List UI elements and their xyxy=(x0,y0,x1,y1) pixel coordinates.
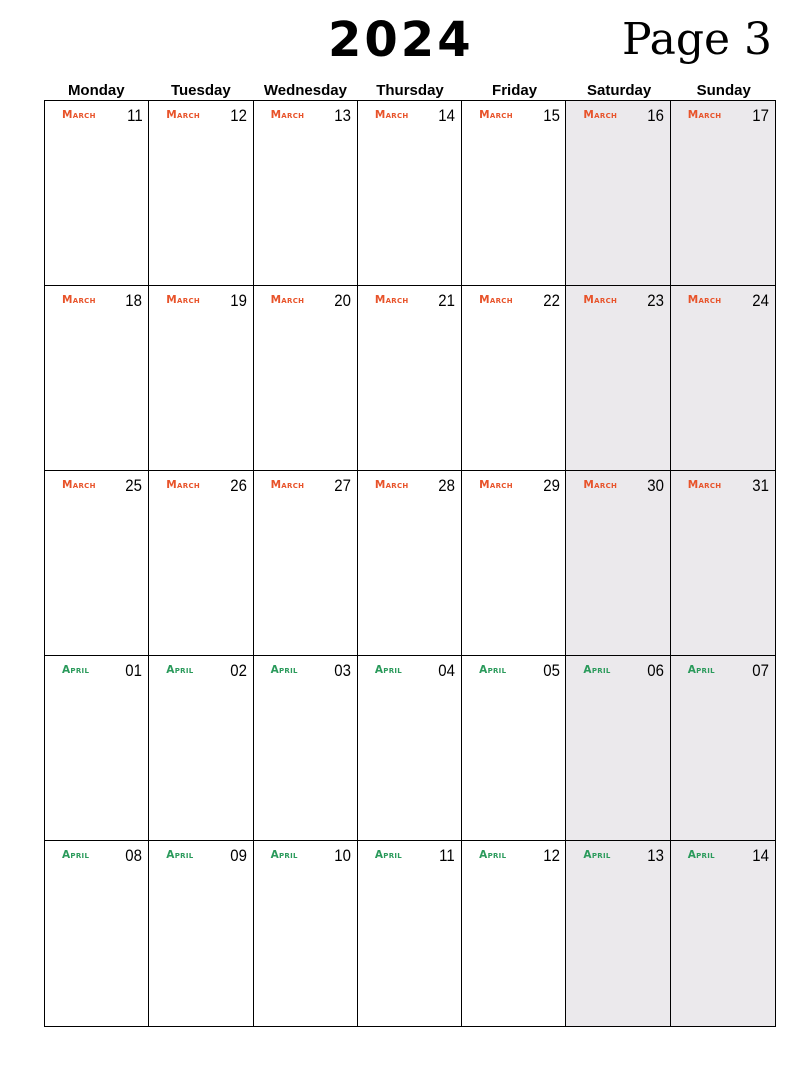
day-cell[interactable] xyxy=(462,286,566,471)
month-label: April xyxy=(687,849,715,861)
month-label: April xyxy=(583,849,611,861)
month-label: March xyxy=(479,294,513,306)
day-number: 12 xyxy=(229,106,247,125)
day-cell[interactable] xyxy=(45,656,149,841)
calendar-grid xyxy=(44,100,776,1027)
month-label: April xyxy=(166,664,194,676)
month-label: April xyxy=(479,849,507,861)
day-number: 01 xyxy=(125,661,143,680)
day-cell[interactable] xyxy=(671,286,775,471)
day-cell[interactable] xyxy=(358,656,462,841)
month-label: March xyxy=(166,294,201,306)
day-number: 14 xyxy=(438,106,456,125)
month-label: April xyxy=(62,664,90,676)
day-cell[interactable] xyxy=(671,101,775,286)
day-cell[interactable] xyxy=(254,471,358,656)
day-cell[interactable] xyxy=(566,656,670,841)
day-number: 15 xyxy=(542,106,560,125)
day-number: 16 xyxy=(647,106,664,125)
month-label: March xyxy=(270,294,305,306)
day-cell[interactable] xyxy=(149,841,253,1026)
month-label: March xyxy=(687,109,722,121)
day-cell[interactable] xyxy=(254,841,358,1026)
day-number: 28 xyxy=(438,476,456,495)
day-cell[interactable] xyxy=(254,101,358,286)
day-cell[interactable] xyxy=(149,286,253,471)
day-cell[interactable] xyxy=(149,656,253,841)
day-cell[interactable] xyxy=(149,101,253,286)
month-label: March xyxy=(479,109,513,121)
weekday-wednesday: Wednesday xyxy=(263,82,347,99)
weekday-monday: Monday xyxy=(67,82,125,99)
day-cell[interactable] xyxy=(462,656,566,841)
day-number: 27 xyxy=(334,476,351,495)
month-label: March xyxy=(62,109,96,121)
day-number: 05 xyxy=(542,661,560,680)
weekday-header-row xyxy=(44,80,776,102)
month-label: April xyxy=(270,849,298,861)
day-number: 02 xyxy=(229,661,247,680)
month-label: April xyxy=(270,664,298,676)
day-number: 29 xyxy=(542,476,560,495)
month-label: March xyxy=(583,479,618,491)
day-number: 24 xyxy=(752,291,769,310)
month-label: April xyxy=(687,664,715,676)
weekday-saturday: Saturday xyxy=(587,82,652,99)
day-cell[interactable] xyxy=(671,471,775,656)
day-number: 13 xyxy=(647,846,664,865)
month-label: March xyxy=(479,479,513,491)
page-number: Page 3 xyxy=(622,14,773,65)
day-cell[interactable] xyxy=(566,101,670,286)
weekday-tuesday: Tuesday xyxy=(170,82,231,99)
day-cell[interactable] xyxy=(462,101,566,286)
day-number: 18 xyxy=(125,291,143,310)
day-cell[interactable] xyxy=(254,286,358,471)
day-number: 06 xyxy=(647,661,664,680)
day-cell[interactable] xyxy=(671,656,775,841)
day-cell[interactable] xyxy=(45,101,149,286)
month-label: March xyxy=(270,109,305,121)
day-number: 11 xyxy=(126,106,143,125)
day-number: 07 xyxy=(752,661,769,680)
month-label: March xyxy=(374,479,409,491)
day-number: 11 xyxy=(439,846,456,865)
day-cell[interactable] xyxy=(566,841,670,1026)
day-number: 04 xyxy=(438,661,456,680)
day-cell[interactable] xyxy=(566,471,670,656)
day-number: 20 xyxy=(334,291,351,310)
month-label: March xyxy=(374,294,409,306)
month-label: March xyxy=(583,109,618,121)
day-cell[interactable] xyxy=(358,841,462,1026)
day-number: 22 xyxy=(542,291,560,310)
day-number: 17 xyxy=(752,106,769,125)
day-number: 23 xyxy=(647,291,664,310)
weekday-thursday: Thursday xyxy=(376,82,444,99)
day-number: 25 xyxy=(125,476,143,495)
day-number: 14 xyxy=(752,846,769,865)
year-title: 2024 xyxy=(328,12,474,68)
day-number: 31 xyxy=(752,476,769,495)
day-number: 12 xyxy=(542,846,560,865)
day-cell[interactable] xyxy=(358,471,462,656)
month-label: April xyxy=(583,664,611,676)
day-cell[interactable] xyxy=(45,286,149,471)
month-label: March xyxy=(374,109,409,121)
day-cell[interactable] xyxy=(566,286,670,471)
weekday-friday: Friday xyxy=(492,82,538,99)
day-number: 19 xyxy=(229,291,247,310)
day-cell[interactable] xyxy=(358,286,462,471)
month-label: April xyxy=(62,849,90,861)
day-number: 30 xyxy=(647,476,664,495)
day-number: 09 xyxy=(229,846,247,865)
month-label: March xyxy=(583,294,618,306)
weekday-sunday: Sunday xyxy=(696,82,751,99)
month-label: March xyxy=(687,479,722,491)
day-number: 08 xyxy=(125,846,143,865)
day-cell[interactable] xyxy=(149,471,253,656)
month-label: March xyxy=(62,294,96,306)
day-number: 03 xyxy=(334,661,351,680)
day-cell[interactable] xyxy=(462,471,566,656)
month-label: March xyxy=(687,294,722,306)
month-label: March xyxy=(62,479,96,491)
month-label: April xyxy=(166,849,194,861)
month-label: March xyxy=(270,479,305,491)
day-cell[interactable] xyxy=(671,841,775,1026)
day-cell[interactable] xyxy=(358,101,462,286)
day-number: 21 xyxy=(438,291,456,310)
day-number: 10 xyxy=(334,846,351,865)
day-cell[interactable] xyxy=(45,471,149,656)
day-cell[interactable] xyxy=(254,656,358,841)
day-cell[interactable] xyxy=(462,841,566,1026)
month-label: April xyxy=(374,664,403,676)
day-cell[interactable] xyxy=(45,841,149,1026)
day-number: 13 xyxy=(334,106,351,125)
day-number: 26 xyxy=(229,476,247,495)
month-label: April xyxy=(479,664,507,676)
month-label: March xyxy=(166,109,201,121)
month-label: March xyxy=(166,479,201,491)
month-label: April xyxy=(374,849,403,861)
